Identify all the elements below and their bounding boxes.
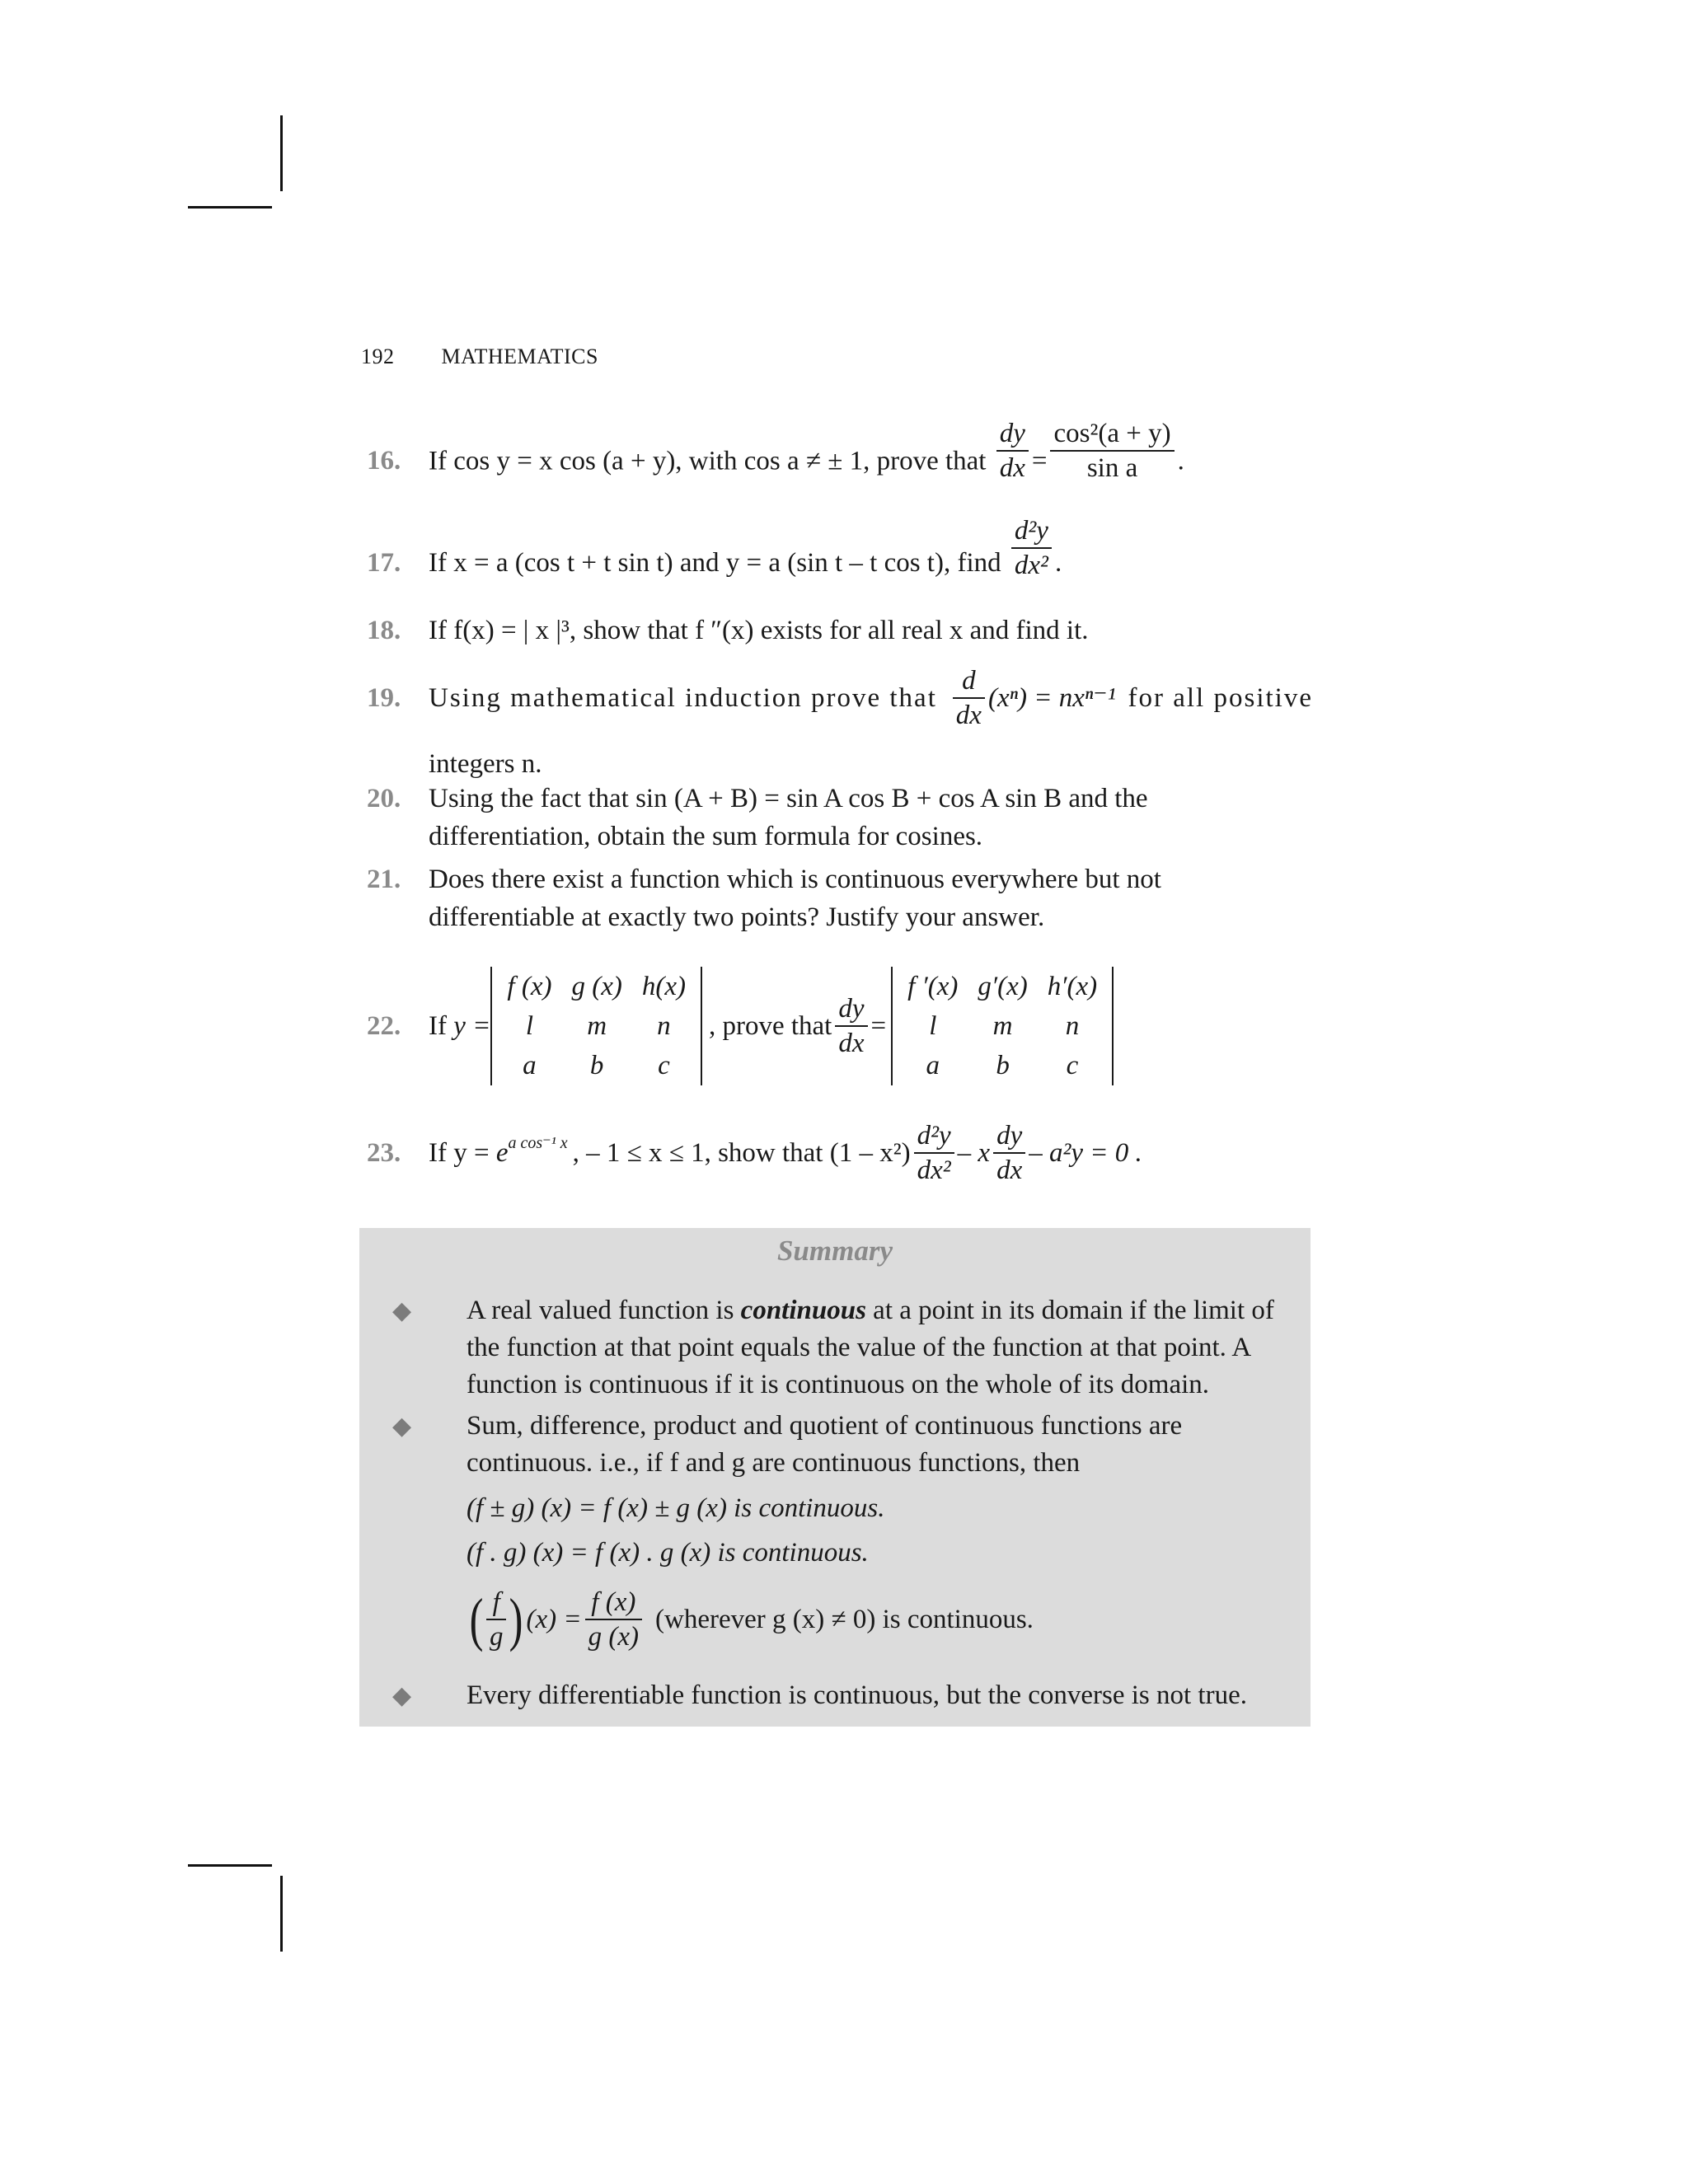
- question-number: 22.: [367, 1011, 401, 1041]
- question-text: Does there exist a function which is continuous everywhere but not differentiable at exactly two points? Justify your answer.: [429, 865, 1161, 932]
- sum-rule-line: (f ± g) (x) = f (x) ± g (x) is continuous.: [467, 1493, 885, 1523]
- question-number: 23.: [367, 1138, 401, 1168]
- factor: (1 – x²): [829, 1138, 911, 1168]
- fraction-dy-dx: $\frac{dy}{dx}$: [996, 417, 1029, 485]
- diamond-bullet-icon: ◆: [392, 1413, 412, 1440]
- question-text: Using the fact that sin (A + B) = sin A cos B + cos A sin B and the differentiation, obtain the sum formula for cosines.: [429, 784, 1148, 851]
- question-text-line2: integers n.: [429, 749, 542, 779]
- page-header: [361, 344, 598, 369]
- question-number: 20.: [367, 784, 401, 813]
- subject-title: MATHEMATICS: [441, 344, 598, 368]
- summary-box: [359, 1228, 1311, 1727]
- question-23: 23. If y = e $^{a cos^{-1} x}$ , – 1 ≤ x ≤ 1, show that (1 – x²) $\frac{\text{d²y}}{\text{dx²}}$ – x $\frac{dy}{dx}$ – a²y = 0 .: [367, 1121, 1142, 1185]
- keyword-continuous: continuous: [740, 1296, 866, 1325]
- question-number: 17.: [367, 548, 401, 578]
- question-21: [367, 860, 1313, 936]
- summary-bullet-2: ◆ Sum, difference, product and quotient of continuous functions are continuous. i.e., if f and g are continuous functions, then: [392, 1408, 1295, 1483]
- determinant-cell: h′(x): [1047, 972, 1098, 1001]
- determinant-cell: f ′(x): [907, 972, 959, 1001]
- determinant-y: [490, 967, 702, 1085]
- determinant-cell: b: [996, 1051, 1010, 1080]
- determinant-cell: c: [1066, 1051, 1079, 1080]
- determinant-cell: f (x): [507, 972, 552, 1001]
- question-17: 17. If x = a (cos t + t sin t) and y = a (sin t – t cos t), find $\frac{\text{d²y}}{\text{dx²}}$ .: [367, 516, 1062, 581]
- fraction-f-over-g: $\frac{f}{g}$: [486, 1586, 507, 1653]
- summary-title: Summary: [776, 1235, 893, 1267]
- determinant-cell: l: [929, 1011, 937, 1041]
- question-18: [367, 612, 1313, 653]
- product-rule-line: (f . g) (x) = f (x) . g (x) is continuous.: [467, 1538, 869, 1568]
- power-rule-expression: (xⁿ) = nxⁿ⁻¹: [987, 683, 1116, 713]
- diamond-bullet-icon: ◆: [392, 1682, 412, 1709]
- question-number: 16.: [367, 446, 401, 476]
- determinant-derivative: [891, 967, 1114, 1085]
- question-text: If x = a (cos t + t sin t) and y = a (sin t – t cos t), find: [429, 548, 1001, 578]
- question-text-end: for all positive: [1128, 683, 1313, 713]
- crop-mark-top-horizontal: [188, 206, 272, 209]
- determinant-cell: l: [525, 1011, 534, 1041]
- summary-bullet-3: ◆ Every differentiable function is continuous, but the converse is not true.: [392, 1677, 1295, 1715]
- question-text: Using mathematical induction prove that: [429, 683, 937, 713]
- determinant-cell: c: [658, 1051, 670, 1080]
- fraction-dy-dx: $\frac{dy}{dx}$: [993, 1119, 1025, 1187]
- page-number: 192: [361, 344, 395, 368]
- crop-mark-bottom-horizontal: [188, 1864, 272, 1867]
- determinant-cell: g′(x): [978, 972, 1028, 1001]
- fraction-cos2-over-sin: $\frac{\text{cos²(a + y)}}{\text{sin a}}$: [1050, 417, 1174, 485]
- question-20: [367, 780, 1313, 855]
- question-16: 16. If cos y = x cos (a + y), with cos a ≠ ± 1, prove that $\frac{dy}{dx}$ = $\frac{\text{cos²(a + y)}}{\text{sin a}}$ .: [367, 419, 1184, 483]
- fraction-d2y-dx2: $\frac{\text{d²y}}{\text{dx²}}$: [1011, 514, 1052, 582]
- diamond-bullet-icon: ◆: [392, 1297, 412, 1324]
- determinant-cell: a: [523, 1051, 537, 1080]
- fraction-d-dx: $\frac{d}{dx}$: [953, 664, 985, 732]
- question-text: If f(x) = | x |³, show that f ″(x) exists for all real x and find it.: [429, 616, 1089, 645]
- determinant-cell: h(x): [641, 972, 686, 1001]
- determinant-cell: a: [926, 1051, 940, 1080]
- determinant-cell: m: [587, 1011, 607, 1041]
- determinant-cell: n: [1065, 1011, 1080, 1041]
- crop-mark-bottom-vertical: [280, 1876, 283, 1952]
- exponential-base: e: [495, 1138, 509, 1168]
- quotient-rule-line: ( $\frac{f}{g}$ ) (x) = $\frac{f (x)}{g (x)}$ (wherever g (x) ≠ 0) is continuous.: [469, 1586, 1034, 1652]
- crop-mark-top-vertical: [280, 115, 283, 191]
- question-number: 21.: [367, 865, 401, 894]
- question-number: 19.: [367, 683, 401, 713]
- question-number: 18.: [367, 616, 401, 645]
- determinant-cell: m: [992, 1011, 1013, 1041]
- fraction-d2y-dx2: $\frac{\text{d²y}}{\text{dx²}}$: [914, 1119, 954, 1187]
- determinant-cell: b: [589, 1051, 604, 1080]
- summary-bullet-1: ◆ A real valued function is continuous at a point in its domain if the limit of the function at that point equals the value of the function at that point. A function is continuous if it is continuous on the whole of its domain.: [392, 1292, 1295, 1408]
- question-22: 22. If y = f (x) g (x) h(x) l m n a b c , prove that $\frac{dy}{dx}$ = f ′(x) g′(x) h′(x) l m n a b c: [367, 964, 1313, 1088]
- exponential-power: a cos⁻¹ x: [508, 1134, 568, 1152]
- fraction-fx-over-gx: $\frac{f (x)}{g (x)}$: [585, 1586, 642, 1653]
- determinant-cell: n: [657, 1011, 671, 1041]
- question-text: If cos y = x cos (a + y), with cos a ≠ ± 1, prove that: [429, 446, 987, 476]
- determinant-cell: g (x): [571, 972, 622, 1001]
- question-19: [367, 666, 1313, 779]
- fraction-dy-dx: $\frac{dy}{dx}$: [835, 992, 867, 1060]
